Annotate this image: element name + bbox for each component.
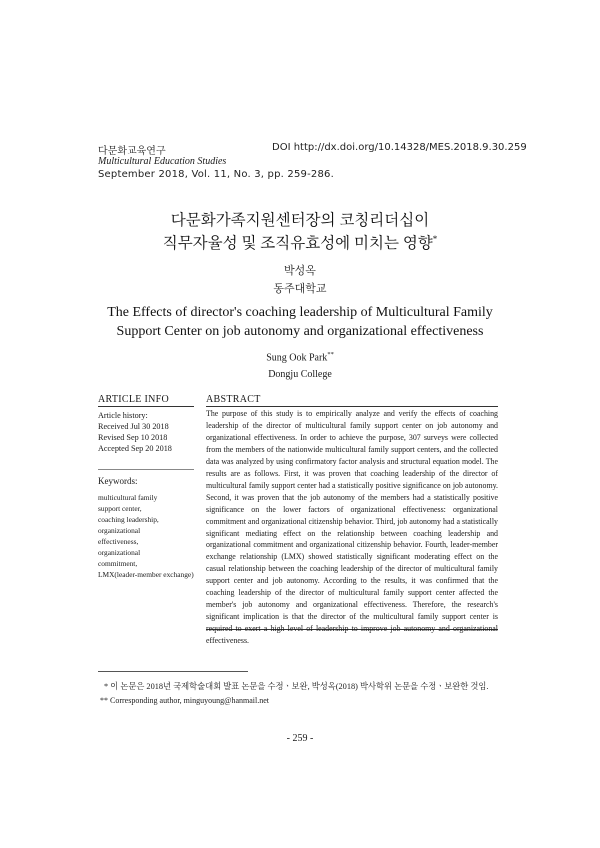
english-title-line2: Support Center on job autonomy and organizational effectiveness xyxy=(116,324,484,339)
keyword-item: commitment, xyxy=(98,559,138,568)
history-divider xyxy=(98,469,194,470)
korean-title-line2-text: 직무자율성 및 조직유효성에 미치는 영향 xyxy=(162,235,433,252)
keyword-item: effectiveness, xyxy=(98,537,139,546)
history-label: Article history: xyxy=(98,411,148,420)
title-footnote-mark: * xyxy=(432,233,438,244)
english-title-line1: The Effects of director's coaching leadership of Multicultural Family xyxy=(107,305,493,320)
abstract-heading: ABSTRACT xyxy=(206,394,261,405)
revised-date: Revised Sep 10 2018 xyxy=(98,433,168,442)
author-footnote-mark: ** xyxy=(327,351,334,358)
korean-title-line2 xyxy=(0,231,600,253)
journal-name-english: Multicultural Education Studies xyxy=(98,156,227,167)
footnote-rule xyxy=(98,671,248,672)
volume-info: September 2018, Vol. 11, No. 3, pp. 259-286. xyxy=(98,169,334,180)
accepted-date: Accepted Sep 20 2018 xyxy=(98,444,172,453)
abstract-body: The purpose of this study is to empirically analyze and verify the effects of coaching leadership of the director of multicultural family support center on job autonomy and organizational effectiveness. In order to achieve the purpose, 307 surveys were collected from the members of the nationwide multicultural family support centers, and the collected data was analyzed by using confirmatory factor analysis and structural equation model. The results are as follows. First, it was proven that coaching leadership of the director of multicultural family support center had a statistically positive significance on job autonomy. Second, it was proven that the job autonomy of the members had a statistically positive significance on the lower factors of organizational effectiveness: organizational commitment and organizational citizenship behavior. Third, job autonomy had a statistically significant mediating effect on the relationship between coaching leadership and organizational commitment and organizational citizenship behavior. Fourth, leader-member exchange relationship (LMX) showed statistically significant moderating effect on the casual relationship between the coaching leadership of the director of multicultural family support center and job autonomy. According to the results, it was confirmed that the coaching leadership of the director of multicultural family support center affected the member's job autonomy and organizational effectiveness. Therefore, the research's significant implication is that the director of the multicultural family support center is required to exert a high level of leadership to improve job autonomy and organizational effectiveness. xyxy=(206,409,498,646)
keywords-list xyxy=(98,492,198,580)
keywords-heading: Keywords: xyxy=(98,476,138,486)
footnote-funding: * 이 논문은 2018년 국제학술대회 발표 논문을 수정ㆍ보완, 박성옥(2018) 박사학위 논문을 수정ㆍ보완한 것임. xyxy=(104,682,489,691)
author-korean: 박성옥 xyxy=(284,265,316,277)
received-date: Received Jul 30 2018 xyxy=(98,422,169,431)
keyword-item: organizational xyxy=(98,526,141,535)
author-english xyxy=(0,351,600,363)
article-info-heading: ARTICLE INFO xyxy=(98,394,170,405)
footnote-corresponding-author: ** Corresponding author, minguyoung@hanmail.net xyxy=(100,696,270,705)
keyword-item: coaching leadership, xyxy=(98,515,159,524)
keyword-item: multicultural family xyxy=(98,493,158,502)
journal-name-korean: 다문화교육연구 xyxy=(98,146,166,157)
page-number: - 259 - xyxy=(286,733,314,744)
abstract-rule-top xyxy=(206,406,498,407)
affiliation-english: Dongju College xyxy=(268,369,332,380)
affiliation-korean: 동주대학교 xyxy=(273,283,327,295)
article-info-rule xyxy=(98,406,194,407)
keyword-item: support center, xyxy=(98,504,142,513)
korean-title-line1: 다문화가족지원센터장의 코칭리더십이 xyxy=(170,212,430,229)
keyword-item: organizational xyxy=(98,548,141,557)
keyword-item: LMX(leader-member exchange) xyxy=(98,570,194,579)
doi-link[interactable]: DOI http://dx.doi.org/10.14328/MES.2018.9.30.259 xyxy=(272,142,527,153)
author-english-name: Sung Ook Park xyxy=(266,352,328,364)
